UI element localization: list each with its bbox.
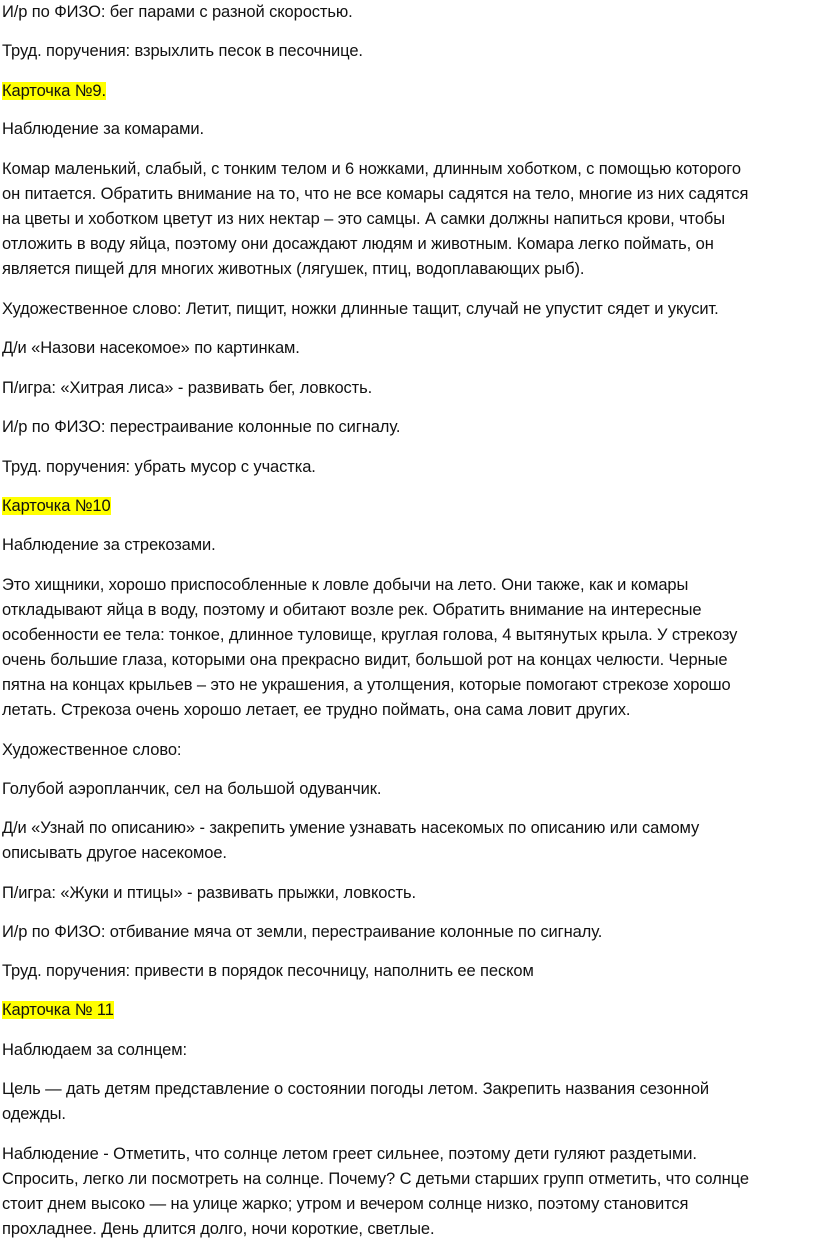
highlighted-heading: Карточка №9.	[2, 82, 106, 100]
text-line: Труд. поручения: взрыхлить песок в песочнице.	[2, 42, 363, 60]
paragraph-line: одежды.	[2, 1105, 66, 1123]
paragraph-line: пятна на концах крыльев – это не украшения, а утолщения, которые помогают стрекозе хорошо	[2, 676, 731, 694]
paragraph-line: Спросить, легко ли посмотреть на солнце. Почему? С детьми старших групп отметить, что солнце	[2, 1170, 749, 1188]
paragraph-line: очень большие глаза, которыми она прекрасно видит, большой рот на концах челюсти. Черные	[2, 651, 728, 669]
card-heading-11	[2, 998, 114, 1023]
text-line: И/р по ФИЗО: перестраивание колонные по сигналу.	[2, 418, 401, 436]
text-line: П/игра: «Хитрая лиса» - развивать бег, ловкость.	[2, 379, 373, 397]
card-heading-10	[2, 494, 111, 519]
paragraph-line: Д/и «Узнай по описанию» - закрепить умение узнавать насекомых по описанию или самому	[2, 819, 700, 837]
observation-title: Наблюдение за комарами.	[2, 120, 204, 138]
paragraph-line: Комар маленький, слабый, с тонким телом и 6 ножками, длинным хоботком, с помощью которого	[2, 160, 741, 178]
text-line: И/р по ФИЗО: отбивание мяча от земли, перестраивание колонные по сигналу.	[2, 923, 603, 941]
text-line: П/игра: «Жуки и птицы» - развивать прыжки, ловкость.	[2, 884, 416, 902]
paragraph-line: является пищей для многих животных (лягушек, птиц, водоплавающих рыб).	[2, 260, 585, 278]
paragraph-line: Это хищники, хорошо приспособленные к ловле добычи на лето. Они также, как и комары	[2, 576, 689, 594]
card-heading-9	[2, 79, 106, 104]
paragraph-line: стоит днем высоко — на улице жарко; утром и вечером солнце низко, поэтому становится	[2, 1195, 689, 1213]
text-line: Голубой аэропланчик, сел на большой одуванчик.	[2, 780, 382, 798]
paragraph-line: летать. Стрекоза очень хорошо летает, ее трудно поймать, она сама ловит других.	[2, 701, 631, 719]
paragraph-line: особенности ее тела: тонкое, длинное туловище, круглая голова, 4 вытянутых крыла. У стрекозу	[2, 626, 738, 644]
observation-title: Наблюдение за стрекозами.	[2, 536, 216, 554]
highlighted-heading: Карточка №10	[2, 497, 111, 515]
paragraph-line: Наблюдение - Отметить, что солнце летом греет сильнее, поэтому дети гуляют раздетыми.	[2, 1145, 697, 1163]
text-line: Труд. поручения: убрать мусор с участка.	[2, 458, 316, 476]
text-line: Д/и «Назови насекомое» по картинкам.	[2, 339, 300, 357]
paragraph-line: Цель — дать детям представление о состоянии погоды летом. Закрепить названия сезонной	[2, 1080, 710, 1098]
paragraph-line: откладывают яйца в воду, поэтому и обитают возле рек. Обратить внимание на интересные	[2, 601, 702, 619]
paragraph-line: прохладнее. День длится долго, ночи короткие, светлые.	[2, 1220, 435, 1238]
text-line: Художественное слово:	[2, 741, 182, 759]
paragraph-line: на цветы и хоботком цветут из них нектар – это самцы. А самки должны напиться крови, чтобы	[2, 210, 726, 228]
paragraph-line: отложить в воду яйца, поэтому они досаждают людям и животным. Комара легко поймать, он	[2, 235, 714, 253]
text-line: И/р по ФИЗО: бег парами с разной скоростью.	[2, 3, 353, 21]
text-line: Труд. поручения: привести в порядок песочницу, наполнить ее песком	[2, 962, 534, 980]
observation-title: Наблюдаем за солнцем:	[2, 1041, 187, 1059]
highlighted-heading: Карточка № 11	[2, 1001, 114, 1019]
text-line: Художественное слово: Летит, пищит, ножки длинные тащит, случай не упустит сядет и укусит.	[2, 300, 719, 318]
paragraph-line: описывать другое насекомое.	[2, 844, 227, 862]
paragraph-line: он питается. Обратить внимание на то, что не все комары садятся на тело, многие из них садятся	[2, 185, 749, 203]
